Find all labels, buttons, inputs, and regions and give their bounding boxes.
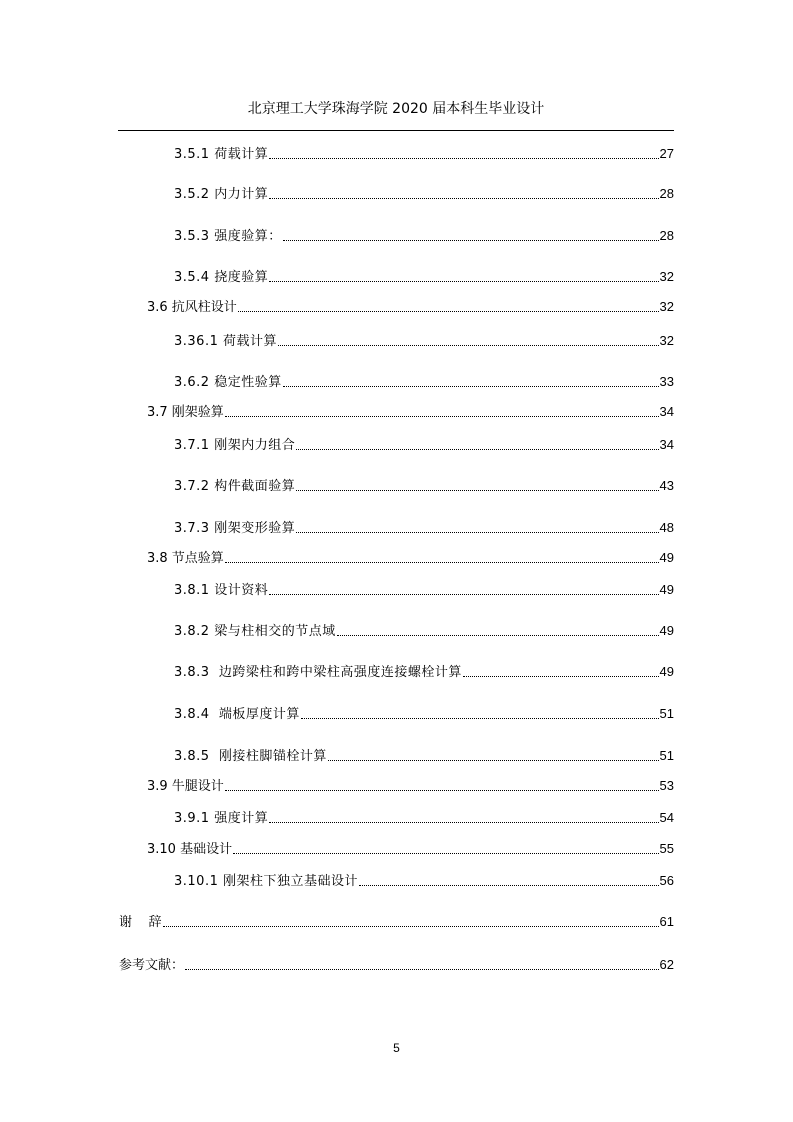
toc-entry-label: 3.8.2 梁与柱相交的节点域 — [174, 624, 336, 639]
toc-entry-page: 49 — [659, 664, 674, 679]
dot-leader — [328, 759, 659, 761]
toc-entry[interactable] — [174, 663, 674, 681]
toc-entry-page: 34 — [659, 404, 674, 419]
running-header: 北京理工大学珠海学院 2020 届本科生毕业设计 — [247, 101, 545, 117]
toc-entry[interactable] — [174, 268, 674, 286]
toc-entry-label: 谢 辞 — [119, 915, 162, 930]
toc-entry-page: 53 — [659, 778, 674, 793]
toc-entry-label: 参考文献： — [119, 958, 185, 973]
toc-entry-page: 34 — [659, 437, 674, 452]
toc-entry[interactable] — [174, 705, 674, 723]
dot-leader — [225, 561, 659, 563]
toc-entry[interactable] — [147, 549, 674, 567]
toc-entry-label: 3.6.2 稳定性验算 — [174, 375, 282, 390]
dot-leader — [225, 789, 659, 791]
toc-entry[interactable] — [174, 581, 674, 599]
dot-leader — [296, 531, 658, 533]
dot-leader — [238, 310, 659, 312]
toc-entry-label: 3.5.3 强度验算： — [174, 229, 282, 244]
dot-leader — [296, 448, 658, 450]
dot-leader — [269, 821, 658, 823]
page-number: 5 — [393, 1041, 400, 1055]
toc-entry-page: 32 — [659, 333, 674, 348]
toc-entry-label: 3.7 刚架验算 — [147, 405, 224, 420]
toc-entry-label: 3.7.2 构件截面验算 — [174, 479, 296, 494]
toc-entry-label: 3.5.1 荷载计算 — [174, 147, 269, 162]
toc-entry-page: 32 — [659, 269, 674, 284]
toc-entry[interactable] — [174, 332, 674, 350]
dot-leader — [163, 925, 659, 927]
toc-entry[interactable] — [174, 477, 674, 495]
toc-entry-page: 61 — [659, 914, 674, 929]
header-rule — [118, 130, 674, 131]
dot-leader — [278, 344, 659, 346]
toc-entry-page: 49 — [659, 582, 674, 597]
toc-entry-label: 3.9.1 强度计算 — [174, 811, 269, 826]
toc-entry-label: 3.7.1 刚架内力组合 — [174, 438, 296, 453]
toc-entry-page: 33 — [659, 374, 674, 389]
toc-entry-label: 3.8.5 刚接柱脚锚栓计算 — [174, 749, 327, 764]
toc-entry[interactable] — [147, 840, 674, 858]
toc-entry-page: 49 — [659, 550, 674, 565]
toc-entry-label: 3.8.3 边跨梁柱和跨中梁柱高强度连接螺栓计算 — [174, 665, 462, 680]
toc-entry[interactable] — [174, 872, 674, 890]
dot-leader — [233, 852, 658, 854]
dot-leader — [185, 968, 659, 970]
toc-entry-page: 62 — [659, 957, 674, 972]
toc-entry-page: 28 — [659, 186, 674, 201]
dot-leader — [463, 675, 659, 677]
dot-leader — [269, 280, 658, 282]
toc-entry-label: 3.5.4 挠度验算 — [174, 270, 269, 285]
toc-entry[interactable] — [174, 373, 674, 391]
toc-entry[interactable] — [147, 777, 674, 795]
dot-leader — [225, 415, 659, 417]
dot-leader — [296, 489, 658, 491]
toc-entry-label: 3.10.1 刚架柱下独立基础设计 — [174, 874, 358, 889]
toc-entry-page: 32 — [659, 299, 674, 314]
toc-entry-label: 3.8.4 端板厚度计算 — [174, 707, 300, 722]
toc-entry-label: 3.8 节点验算 — [147, 551, 224, 566]
toc-entry[interactable] — [174, 436, 674, 454]
toc-entry[interactable] — [147, 403, 674, 421]
toc-entry-label: 3.10 基础设计 — [147, 842, 233, 857]
toc-entry-label: 3.8.1 设计资料 — [174, 583, 269, 598]
dot-leader — [301, 717, 659, 719]
dot-leader — [269, 197, 658, 199]
toc-entry-label: 3.5.2 内力计算 — [174, 187, 269, 202]
toc-entry[interactable] — [119, 956, 674, 974]
toc-entry[interactable] — [174, 227, 674, 245]
dot-leader — [269, 157, 658, 159]
toc-entry-page: 28 — [659, 228, 674, 243]
toc-entry[interactable] — [174, 809, 674, 827]
dot-leader — [359, 884, 659, 886]
toc-entry[interactable] — [174, 145, 674, 163]
dot-leader — [337, 634, 659, 636]
toc-entry-label: 3.36.1 荷载计算 — [174, 334, 277, 349]
dot-leader — [283, 239, 659, 241]
toc-entry[interactable] — [174, 519, 674, 537]
toc-entry-page: 54 — [659, 810, 674, 825]
toc-entry-page: 49 — [659, 623, 674, 638]
dot-leader — [269, 593, 658, 595]
toc-entry-label: 3.7.3 刚架变形验算 — [174, 521, 296, 536]
toc-entry-page: 55 — [659, 841, 674, 856]
toc-entry-page: 27 — [659, 146, 674, 161]
toc-entry[interactable] — [119, 913, 674, 931]
dot-leader — [283, 385, 659, 387]
toc-entry-label: 3.6 抗风柱设计 — [147, 300, 237, 315]
toc-entry[interactable] — [174, 185, 674, 203]
toc-entry-page: 56 — [659, 873, 674, 888]
toc-entry[interactable] — [174, 622, 674, 640]
toc-entry-page: 51 — [659, 706, 674, 721]
toc-entry-label: 3.9 牛腿设计 — [147, 779, 224, 794]
toc-entry-page: 43 — [659, 478, 674, 493]
toc-entry-page: 51 — [659, 748, 674, 763]
toc-entry[interactable] — [174, 747, 674, 765]
toc-entry-page: 48 — [659, 520, 674, 535]
toc-entry[interactable] — [147, 298, 674, 316]
